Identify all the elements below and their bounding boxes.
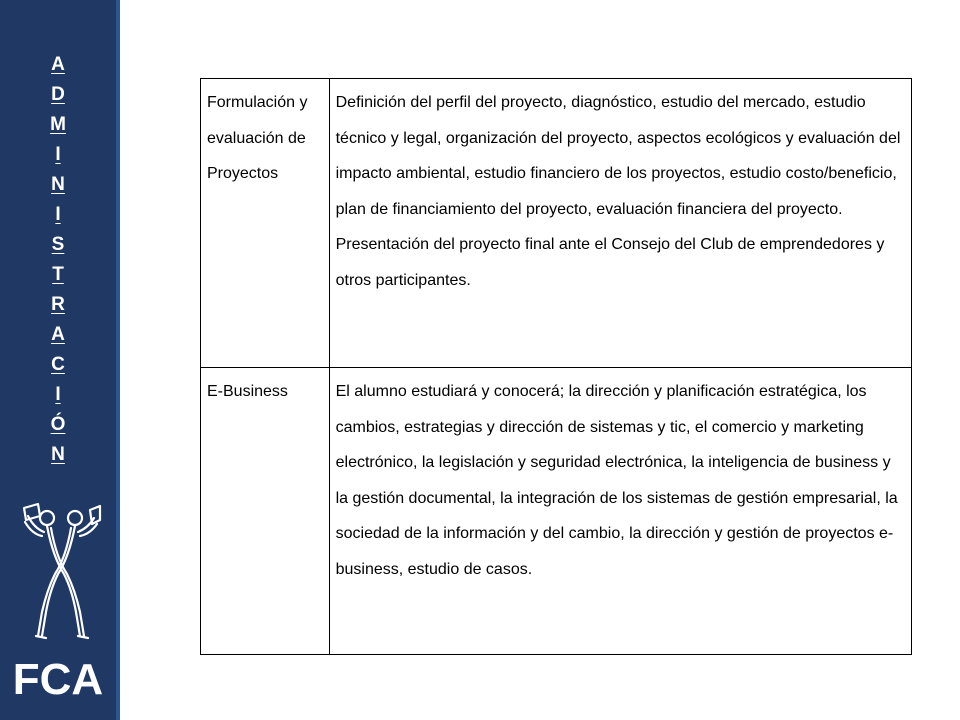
fca-logo-text: FCA <box>12 655 104 704</box>
course-description-cell: Definición del perfil del proyecto, diagnóstico, estudio del mercado, estudio técnico y legal, organización del proyecto, aspectos ecológicos y evaluación del impacto ambiental, estudio financiero de los proyectos, estudio costo/beneficio, plan de financiamiento del proyecto, evaluación financiera del proyecto. Presentación del proyecto final ante el Consejo del Club de emprendedores y otros participantes. <box>329 79 911 368</box>
title-letter: M <box>50 114 66 135</box>
vertical-title-administracion <box>0 50 116 470</box>
title-letter: I <box>55 204 61 225</box>
title-letter: I <box>55 384 61 405</box>
table-row <box>201 368 912 655</box>
title-letter: Ó <box>50 414 66 435</box>
title-letter: A <box>51 54 65 75</box>
title-letter: T <box>52 264 64 285</box>
course-name-cell: E-Business <box>201 368 330 655</box>
title-letter: I <box>55 144 61 165</box>
title-letter: R <box>51 294 65 315</box>
title-letter: N <box>51 174 65 195</box>
title-letter: N <box>51 444 65 465</box>
table-row <box>201 79 912 368</box>
sidebar <box>0 0 120 720</box>
title-letter: D <box>51 84 65 105</box>
two-figures-holding-flags-icon <box>20 502 102 642</box>
course-description-cell: El alumno estudiará y conocerá; la dirección y planificación estratégica, los cambios, estrategias y dirección de sistemas y tic, el comercio y marketing electrónico, la legislación y seguridad electrónica, la inteligencia de business y la gestión documental, la integración de los sistemas de gestión empresarial, la sociedad de la información y del cambio, la dirección y gestión de proyectos e-business, estudio de casos. <box>329 368 911 655</box>
course-name-cell: Formulación y evaluación de Proyectos <box>201 79 330 368</box>
title-letter: S <box>51 234 65 255</box>
title-letter: C <box>51 354 65 375</box>
title-letter: A <box>51 324 65 345</box>
course-table <box>200 78 912 655</box>
